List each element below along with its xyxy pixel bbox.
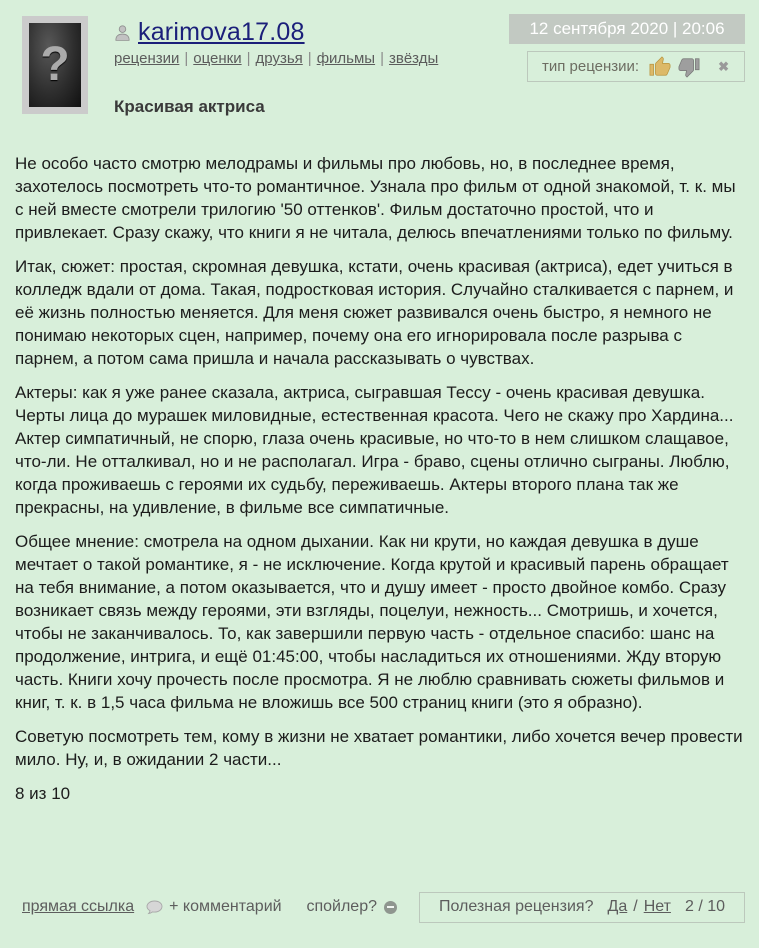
review-body xyxy=(0,142,759,805)
review-type-box xyxy=(527,51,745,82)
review-paragraph: Итак, сюжет: простая, скромная девушка, кстати, очень красивая (актриса), едет учиться в колледж вдали от дома. Такая, подростковая история. Случайно сталкивается с парнем, и её жизнь полностью меняется. Для меня сюжет развивался очень быстро, я немного не понимаю некоторых сцен, например, почему она его игнорировала после разрыва с парнем, а потом сама пришла и начала рассказывать о чувствах. xyxy=(15,257,734,368)
review-paragraph: Не особо часто смотрю мелодрамы и фильмы про любовь, но, в последнее время, захотелось посмотреть что-то романтичное. Узнала про фильм от одной знакомой, т. к. мы с ней вместе смотрели трилогию '50 оттенков'. Фильм достаточно простой, что и привлекает. Сразу скажу, что книги я не читала, делюсь впечатлениями только по фильму. xyxy=(15,154,736,242)
user-nav xyxy=(114,50,438,67)
nav-link-reviews[interactable]: рецензии xyxy=(114,50,180,67)
useful-question: Полезная рецензия? xyxy=(439,898,594,915)
vote-controls xyxy=(608,898,671,916)
avatar-question-placeholder: ? xyxy=(40,38,70,91)
thumb-up-icon[interactable] xyxy=(649,56,671,78)
add-comment-link[interactable]: + комментарий xyxy=(169,898,282,915)
useful-review-box xyxy=(419,892,745,923)
vote-yes-link[interactable]: Да xyxy=(607,898,628,915)
review-date-badge: 12 сентября 2020 | 20:06 xyxy=(509,14,745,44)
user-avatar[interactable] xyxy=(22,16,88,114)
review-type-label: тип рецензии: xyxy=(542,58,640,75)
review-paragraph: Актеры: как я уже ранее сказала, актриса, сыгравшая Тессу - очень красивая девушка. Черты лица до мурашек миловидные, естественная красота. Чего не скажу про Хардина... Актер симпатичный, не спорю, глаза очень красивые, но что-то в нем слишком слащавое, что-ли. Не отталкивал, но и не располагал. Игра - браво, сцены отлично сыграны. Люблю, когда проживаешь с героями их судьбу, переживаешь. Актеры второго плана так же прекрасны, на удивление, в фильме все симпатичные. xyxy=(15,383,734,517)
nav-link-stars[interactable]: звёзды xyxy=(388,50,439,67)
username-row xyxy=(114,18,438,47)
close-icon[interactable]: ✖ xyxy=(718,59,729,74)
nav-separator: | xyxy=(380,50,384,67)
direct-link[interactable]: прямая ссылка xyxy=(22,898,135,915)
review-paragraph: Советую посмотреть тем, кому в жизни не хватает романтики, либо хочется вечер провести мило. Ну, и, в ожидании 2 части... xyxy=(15,727,743,769)
nav-separator: | xyxy=(246,50,251,67)
user-info-block xyxy=(114,18,438,67)
vote-no-link[interactable]: Нет xyxy=(643,898,671,915)
speech-bubble-icon[interactable] xyxy=(146,900,163,915)
thumb-down-icon[interactable] xyxy=(678,56,700,78)
vote-count: 2 / 10 xyxy=(684,898,725,915)
review-title: Красивая актриса xyxy=(114,97,265,116)
nav-link-friends[interactable]: друзья xyxy=(255,50,303,67)
nav-separator: | xyxy=(184,50,189,67)
vote-separator: / xyxy=(633,898,638,915)
spoiler-group xyxy=(306,898,397,916)
username-link[interactable]: karimova17.08 xyxy=(138,18,305,46)
review-footer xyxy=(22,891,745,923)
review-paragraph: Общее мнение: смотрела на одном дыхании. Как ни крути, но каждая девушка в душе мечтает о такой романтике, я - не исключение. Когда крутой и красивый парень обращает на тебя внимание, а потом оказывается, что и душу имеет - просто двойное комбо. Сразу возникает связь между героями, эти взгляды, поцелуи, нежность... Смотришь, и хочется, чтобы не заканчивалось. То, как завершили первую часть - отдельное спасибо: шанс на продолжение, интрига, и ещё 01:45:00, чтобы насладиться их отношениями. Жду вторую часть. Книги хочу прочесть после просмотра. Я не люблю сравнивать сюжеты фильмов и книг, т. к. в 1,5 часа фильма не вложишь все 500 страниц книги (это я образно). xyxy=(15,532,729,712)
nav-separator: | xyxy=(307,50,312,67)
person-icon xyxy=(114,24,131,41)
spoiler-label: спойлер? xyxy=(306,898,377,915)
spoiler-toggle-icon[interactable] xyxy=(384,901,397,914)
review-header xyxy=(0,0,759,142)
header-right-column xyxy=(509,14,745,82)
nav-link-movies[interactable]: фильмы xyxy=(316,50,376,67)
nav-link-ratings[interactable]: оценки xyxy=(193,50,242,67)
review-rating: 8 из 10 xyxy=(15,784,71,803)
